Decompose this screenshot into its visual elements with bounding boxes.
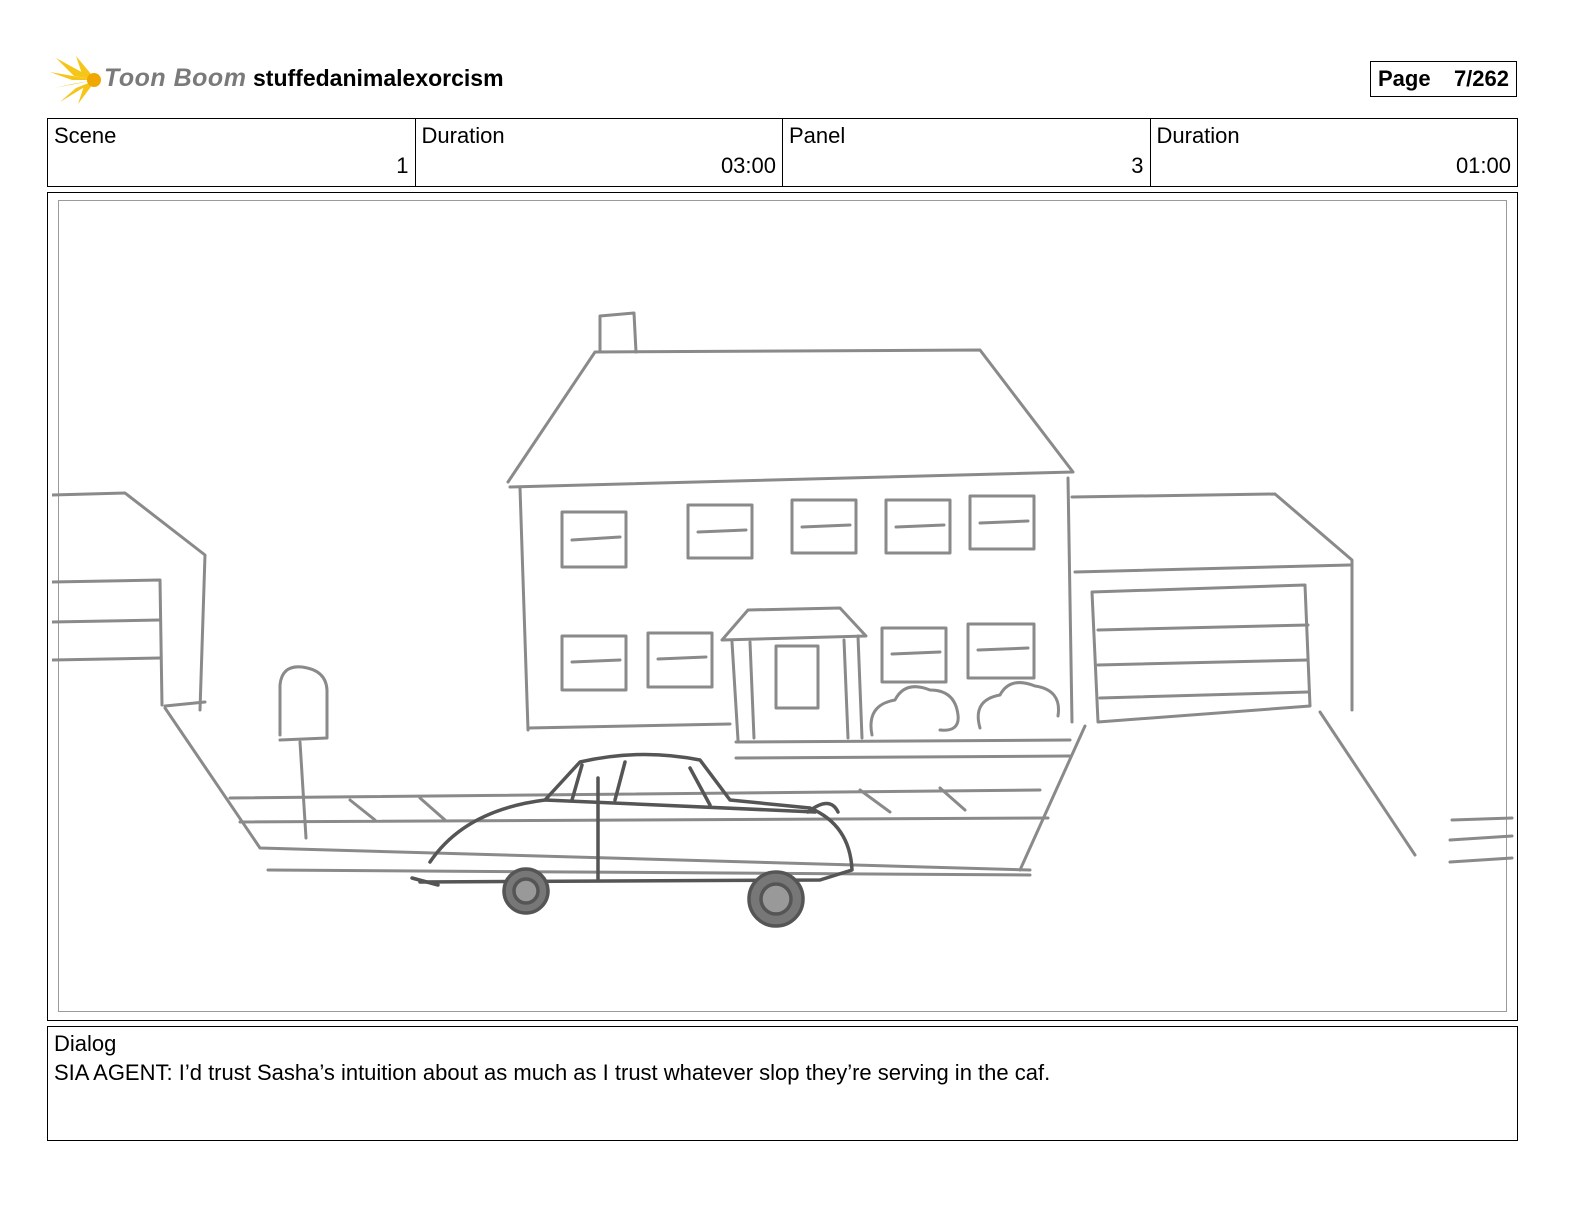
panel-duration-cell <box>1151 119 1518 186</box>
panel-value: 3 <box>1131 153 1144 178</box>
page-number: 7/262 <box>1453 66 1509 91</box>
panel-duration-label: Duration <box>1156 123 1240 148</box>
main-house <box>508 313 1073 758</box>
page-label: Page <box>1378 66 1431 91</box>
mailbox <box>280 667 327 838</box>
scene-duration-cell <box>416 119 784 186</box>
car <box>412 754 852 926</box>
project-title: stuffedanimalexorcism <box>253 65 504 91</box>
brand-name: Toon Boom <box>104 64 247 92</box>
dialog-label: Dialog <box>54 1031 117 1056</box>
right-garage <box>1072 494 1512 862</box>
scene-value: 1 <box>396 153 409 178</box>
dialog-box <box>47 1026 1518 1141</box>
storyboard-sketch <box>52 205 1514 1010</box>
left-house <box>52 493 205 710</box>
scene-cell <box>48 119 416 186</box>
panel-duration-value: 01:00 <box>1455 153 1511 178</box>
page-indicator <box>1370 61 1517 97</box>
panel-label: Panel <box>789 123 846 148</box>
scene-duration-label: Duration <box>421 123 505 148</box>
dialog-text: SIA AGENT: I’d trust Sasha’s intuition about as much as I trust whatever slop they’re serving in the caf. <box>54 1060 1051 1085</box>
panel-cell <box>783 119 1151 186</box>
scene-label: Scene <box>54 123 117 148</box>
scene-duration-value: 03:00 <box>720 153 776 178</box>
panel-info-table <box>47 118 1518 187</box>
